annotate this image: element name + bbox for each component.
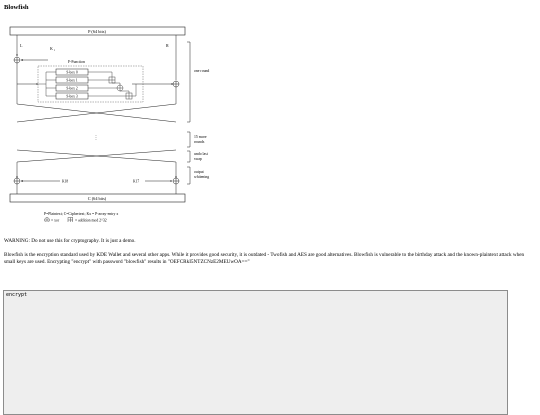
description-text: Blowfish is the encryption standard used by KDE Wallet and several other apps. While it provides good security, it is outdated - Twofish and AES are good alternatives. Blowfish is vulnerable to the birthday attack and the known-plaintext attack when small keys are used. Encrypting "encrypt" with password "blowfish" results in "OEFCRkI5NTZCNzE2MEUwOA=="	[4, 252, 525, 265]
more-rounds-bracket	[187, 132, 190, 147]
sbox-2-label: S-box 2	[66, 86, 78, 91]
left-half-label: L	[20, 43, 23, 48]
one-round-bracket	[187, 42, 190, 122]
legend-xor: = xor	[51, 218, 60, 222]
legend-add: = addition mod 2^32	[75, 218, 107, 222]
blowfish-diagram	[0, 22, 230, 222]
page-title: Blowfish	[4, 4, 29, 11]
ciphertext-label: C (64 bits)	[87, 196, 107, 201]
plaintext-label: P (64 bits)	[88, 29, 106, 34]
more-rounds-label-2: rounds	[194, 140, 205, 144]
key-label: K	[50, 46, 53, 51]
sbox-1-label: S-box 1	[66, 78, 78, 83]
output-whitening-bracket	[187, 167, 190, 184]
undo-swap-label-2: swap	[194, 157, 202, 161]
one-round-label: one round	[194, 69, 210, 73]
undo-swap-bracket	[187, 151, 190, 162]
sbox-group	[56, 69, 88, 99]
key-subscript: r	[54, 49, 55, 52]
sbox-0-label: S-box 0	[66, 70, 78, 75]
k18-label: K18	[62, 179, 69, 184]
k17-label: K17	[133, 179, 140, 184]
more-rounds-label-1: 15 more	[194, 135, 207, 139]
right-half-label: R	[166, 43, 169, 48]
warning-text: WARNING: Do not use this for cryptography. It is just a demo.	[4, 238, 136, 244]
ellipsis: ⋮	[93, 136, 99, 141]
input-textarea[interactable]	[3, 290, 508, 415]
output-whitening-label-1: output	[194, 170, 204, 174]
legend-line1: P=Plaintext; C=Ciphertext; Kx = P-array-entry x	[44, 212, 119, 216]
undo-swap-label-1: undo last	[194, 152, 208, 156]
sbox-3-label: S-box 3	[66, 94, 78, 99]
blowfish-diagram-svg	[0, 22, 230, 222]
ffunction-label: F-Function	[68, 60, 85, 64]
output-whitening-label-2: whitening	[194, 175, 210, 179]
